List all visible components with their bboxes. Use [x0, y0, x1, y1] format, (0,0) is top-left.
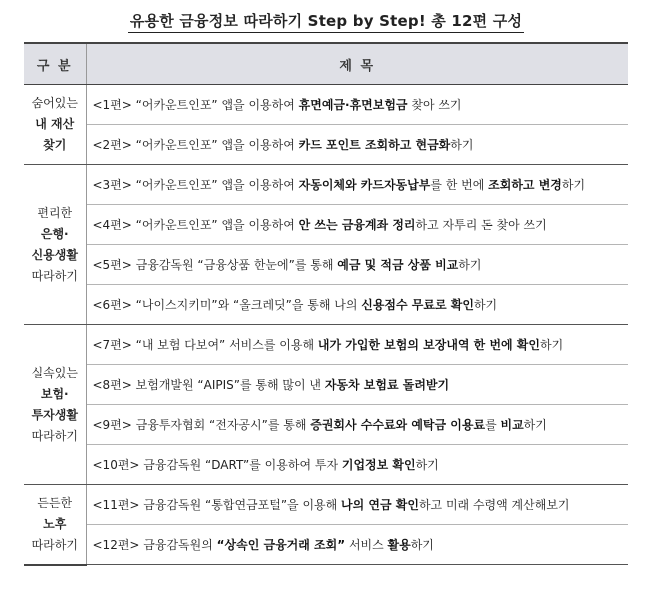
- subject-text: 하기: [458, 258, 482, 272]
- subject-cell: [86, 485, 628, 525]
- subject-emphasis: 활용: [387, 538, 411, 552]
- subject-emphasis: 카드 포인트 조회하고 현금화: [298, 138, 451, 152]
- subject-cell: [86, 85, 628, 125]
- category-line: 따라하기: [31, 428, 78, 443]
- category-line: 보험·: [40, 386, 69, 401]
- subject-cell: [86, 525, 628, 565]
- subject-emphasis: 신용점수 무료로 확인: [361, 298, 474, 312]
- document-title: [0, 10, 652, 33]
- subject-text: 하기: [523, 418, 547, 432]
- subject-emphasis: 조회하고 변경: [488, 178, 562, 192]
- subject-text: <3편> “어카운트인포” 앱을 이용하여: [92, 178, 299, 192]
- subject-emphasis: 예금 및 적금 상품 비교: [337, 258, 459, 272]
- subject-text: <1편> “어카운트인포” 앱을 이용하여: [92, 98, 299, 112]
- subject-text: 하기: [473, 298, 498, 312]
- category-line: 편리한: [37, 205, 73, 220]
- category-line: 실속있는: [31, 365, 78, 380]
- category-cell: [24, 165, 86, 325]
- subject-emphasis: 비교: [500, 418, 524, 432]
- category-cell: [24, 485, 86, 565]
- subject-cell: [86, 365, 628, 405]
- table-row: [24, 85, 628, 125]
- subject-text: 하기: [561, 178, 586, 192]
- subject-text: <12편> 금융감독원의: [92, 538, 217, 552]
- table-row: [24, 285, 628, 325]
- category-line: 숨어있는: [31, 96, 78, 110]
- subject-cell: [86, 445, 628, 485]
- subject-text: <8편> 보험개발원 “AIPIS”를 통해 많이 낸: [92, 378, 325, 392]
- subject-text: <6편> “나이스지키미”와 “올크레딧”을 통해 나의: [92, 298, 362, 312]
- subject-emphasis: 휴면예금·휴면보험금: [298, 98, 408, 112]
- table-row: [24, 405, 628, 445]
- subject-text: <5편> 금융감독원 “금융상품 한눈에”를 통해: [92, 258, 338, 272]
- subject-cell: [86, 205, 628, 245]
- subject-emphasis: “상속인 금융거래 조회”: [216, 538, 346, 552]
- subject-text: 하기: [540, 338, 564, 352]
- subject-text: <2편> “어카운트인포” 앱을 이용하여: [92, 138, 299, 152]
- table-row: [24, 485, 628, 525]
- category-line: 투자생활: [31, 407, 78, 422]
- subject-emphasis: 자동이체와 카드자동납부: [298, 178, 431, 192]
- subject-text: 하기: [450, 138, 474, 152]
- subject-text: 를: [485, 418, 501, 432]
- category-line: 따라하기: [31, 268, 78, 283]
- subject-emphasis: 나의 연금 확인: [341, 498, 419, 512]
- subject-text: 서비스: [345, 538, 388, 552]
- title-text: 유용한 금융정보 따라하기 Step by Step! 총 12편 구성: [128, 10, 524, 33]
- subject-cell: [86, 285, 628, 325]
- subject-text: 하기: [415, 458, 439, 472]
- subject-cell: [86, 245, 628, 285]
- table-row: [24, 325, 628, 365]
- category-line: 노후: [43, 516, 67, 531]
- category-line: 은행·: [40, 226, 69, 241]
- subject-text: <10편> 금융감독원 “DART”를 이용하여 투자: [92, 458, 342, 472]
- series-table: [24, 42, 628, 566]
- subject-text: 하기: [410, 538, 434, 552]
- subject-emphasis: 기업정보 확인: [341, 458, 416, 472]
- subject-cell: [86, 405, 628, 445]
- subject-text: 하고 미래 수령액 계산해보기: [418, 498, 570, 512]
- subject-emphasis: 증권회사 수수료와 예탁금 이용료: [310, 418, 486, 432]
- category-line: 신용생활: [31, 247, 78, 262]
- table-row: [24, 205, 628, 245]
- table-row: [24, 125, 628, 165]
- subject-text: <4편> “어카운트인포” 앱을 이용하여: [92, 218, 299, 232]
- category-line: 따라하기: [31, 537, 78, 552]
- subject-emphasis: 자동차 보험료 돌려받기: [324, 378, 450, 392]
- category-header: 구 분: [24, 43, 86, 85]
- category-line: 든든한: [37, 495, 73, 510]
- subject-text: <9편> 금융투자협회 “전자공시”를 통해: [92, 418, 311, 432]
- subject-text: 를 한 번에: [430, 178, 489, 192]
- subject-cell: [86, 125, 628, 165]
- category-line: 내 재산: [35, 117, 75, 131]
- subject-header: 제 목: [86, 43, 628, 85]
- category-line: 찾기: [43, 138, 67, 152]
- subject-emphasis: 내가 가입한 보험의 보장내역 한 번에 확인: [317, 338, 540, 352]
- subject-text: 하고 자투리 돈 찾아 쓰기: [415, 218, 547, 232]
- subject-cell: [86, 325, 628, 365]
- table-row: [24, 245, 628, 285]
- table-row: [24, 365, 628, 405]
- table-header-row: [24, 43, 628, 85]
- subject-text: <11편> 금융감독원 “통합연금포털”을 이용해: [92, 498, 342, 512]
- subject-emphasis: 안 쓰는 금융계좌 정리: [298, 218, 416, 232]
- subject-text: 찾아 쓰기: [407, 98, 462, 112]
- category-cell: [24, 325, 86, 485]
- table-row: [24, 445, 628, 485]
- subject-text: <7편> “내 보험 다보여” 서비스를 이용해: [92, 338, 318, 352]
- table-body: [24, 85, 628, 565]
- category-cell: [24, 85, 86, 165]
- table-row: [24, 165, 628, 205]
- table-row: [24, 525, 628, 565]
- subject-cell: [86, 165, 628, 205]
